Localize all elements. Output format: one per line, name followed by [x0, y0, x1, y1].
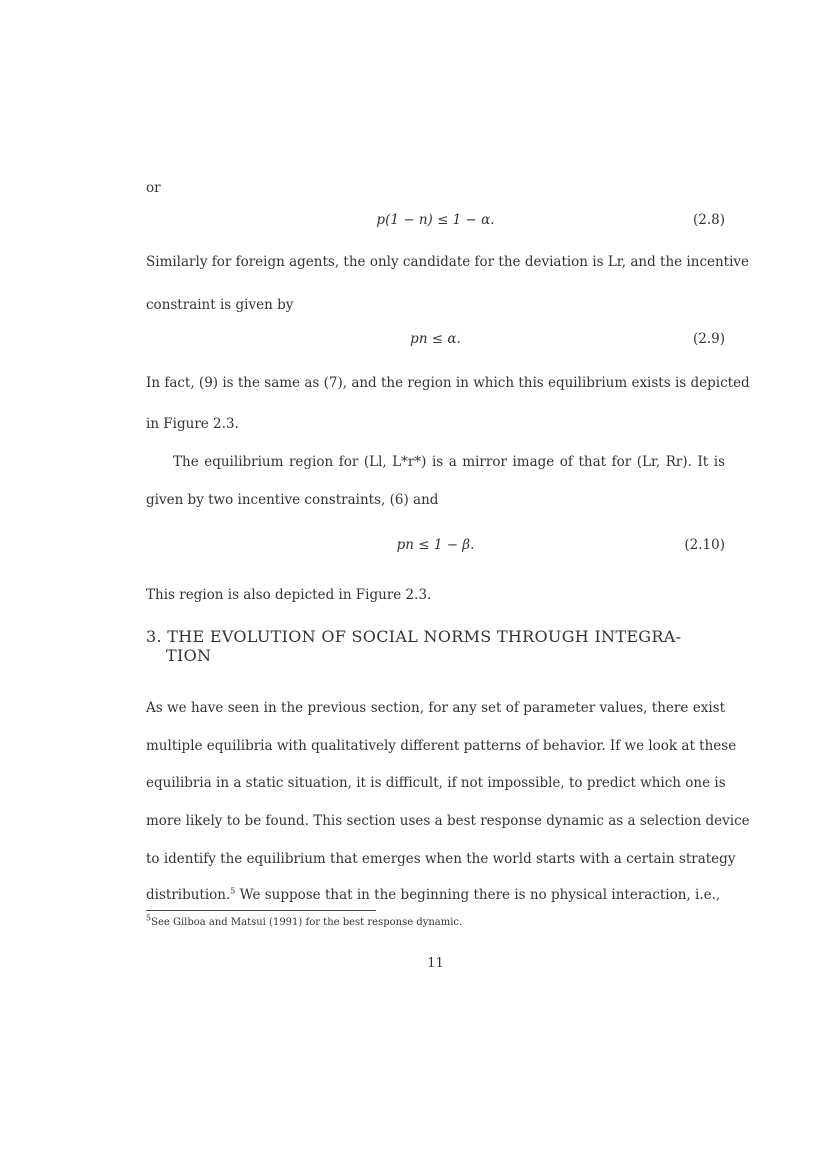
- text-line: in Figure 2.3.: [146, 416, 239, 432]
- section-heading-line: 3. THE EVOLUTION OF SOCIAL NORMS THROUGH INTEGRA-: [146, 627, 682, 646]
- text-line: more likely to be found. This section uses a best response dynamic as a selection device: [146, 813, 750, 829]
- equation-expression: p(1 − n) ≤ 1 − α.: [376, 212, 495, 228]
- equation-2-8: [146, 212, 725, 230]
- footnote: [146, 913, 725, 929]
- text-fragment: distribution.: [146, 887, 231, 903]
- text-line: In fact, (9) is the same as (7), and the region in which this equilibrium exists is depicted: [146, 375, 750, 391]
- text-line: The equilibrium region for (Ll, L*r*) is a mirror image of that for (Lr, Rr). It is: [173, 454, 725, 470]
- text-line: constraint is given by: [146, 297, 294, 313]
- equation-2-10: [146, 537, 725, 555]
- footnote-mark: 5: [146, 913, 152, 923]
- equation-expression: pn ≤ α.: [410, 331, 461, 347]
- equation-number: (2.9): [692, 331, 725, 347]
- text-fragment: We suppose that in the beginning there is no physical interaction, i.e.,: [235, 887, 721, 903]
- text-line: or: [146, 180, 161, 196]
- equation-expression: pn ≤ 1 − β.: [396, 537, 475, 553]
- text-line: multiple equilibria with qualitatively different patterns of behavior. If we look at these: [146, 738, 737, 754]
- equation-number: (2.8): [692, 212, 725, 228]
- section-heading-line: TION: [166, 646, 212, 665]
- footnote-text: See Gilboa and Matsui (1991) for the best response dynamic.: [151, 917, 463, 928]
- text-line: given by two incentive constraints, (6) and: [146, 492, 439, 508]
- text-line: As we have seen in the previous section, for any set of parameter values, there exist: [146, 700, 725, 716]
- equation-2-9: [146, 331, 725, 349]
- text-line: equilibria in a static situation, it is difficult, if not impossible, to predict which one is: [146, 775, 726, 791]
- text-line: This region is also depicted in Figure 2.3.: [146, 587, 432, 603]
- section-heading: [146, 627, 725, 665]
- text-line: Similarly for foreign agents, the only candidate for the deviation is Lr, and the incentive: [146, 254, 750, 270]
- footnote-reference: 5: [230, 886, 236, 896]
- text-line: [146, 887, 725, 903]
- equation-number: (2.10): [684, 537, 725, 553]
- text-line: to identify the equilibrium that emerges when the world starts with a certain strategy: [146, 851, 736, 867]
- footnote-rule: [146, 910, 376, 911]
- page-number: 11: [427, 956, 444, 971]
